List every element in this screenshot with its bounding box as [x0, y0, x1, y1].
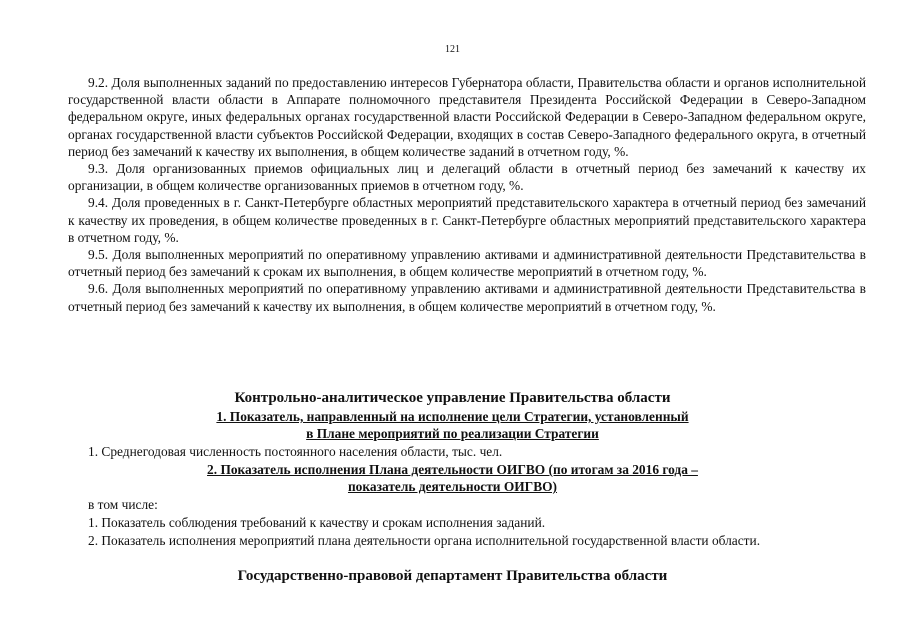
indicator-2-heading-line-1: 2. Показатель исполнения Плана деятельности ОИГВО (по итогам за 2016 года – — [207, 462, 698, 477]
population-indicator-item: 1. Среднегодовая численность постоянного населения области, тыс. чел. — [88, 444, 503, 459]
including-label: в том числе: — [88, 497, 158, 512]
sub-indicator-item-2: 2. Показатель исполнения мероприятий плана деятельности органа исполнительной государственной власти области. — [88, 533, 761, 548]
indicator-paragraphs — [68, 74, 866, 315]
page-number: 121 — [445, 44, 460, 55]
sub-indicator-item-1: 1. Показатель соблюдения требований к качеству и срокам исполнения заданий. — [88, 515, 546, 530]
paragraph-9-6: 9.6. Доля выполненных мероприятий по оперативному управлению активами и административной деятельности Представительства в отчетный период без замечаний к качеству их выполнения, в общем количестве мероприятий в отчетном году, %. — [68, 281, 866, 314]
paragraph-9-2: 9.2. Доля выполненных заданий по предоставлению интересов Губернатора области, Правительства области и органов исполнительной государственной власти области в Аппарате полномочного представителя Президента Российской Федерации в Северо-Западном федеральном округе, иных федеральных органах государственной власти Российской Федерации в Северо-Западном федеральном округе, органах государственной власти субъектов Российской Федерации, входящих в состав Северо-Западного федерального округа, в отчетный период без замечаний к качеству их выполнения, в общем количестве заданий в отчетном году, %. — [68, 75, 866, 159]
paragraph-9-5: 9.5. Доля выполненных мероприятий по оперативному управлению активами и административной деятельности Представительства в отчетный период без замечаний к срокам их выполнения, в общем количестве мероприятий в отчетном году, %. — [68, 247, 866, 280]
section-heading-state-legal: Государственно-правовой департамент Правительства области — [237, 568, 668, 584]
paragraph-9-4: 9.4. Доля проведенных в г. Санкт-Петербурге областных мероприятий представительского характера в отчетный период без замечаний к качеству их проведения, в общем количестве проведенных в г. Санкт-Петербурге областных мероприятий представительского характера в отчетном году, %. — [68, 195, 866, 245]
indicator-2-heading-line-2: показатель деятельности ОИГВО) — [347, 479, 558, 494]
section-heading-control-analytical: Контрольно-аналитическое управление Правительства области — [234, 390, 671, 406]
indicator-1-heading-line-1: 1. Показатель, направленный на исполнение цели Стратегии, установленный — [216, 409, 689, 424]
indicator-1-heading-line-2: в Плане мероприятий по реализации Стратегии — [306, 426, 599, 441]
paragraph-9-3: 9.3. Доля организованных приемов официальных лиц и делегаций области в отчетный период без замечаний к качеству их организации, в общем количестве организованных приемов в отчетном году, %. — [68, 161, 866, 194]
